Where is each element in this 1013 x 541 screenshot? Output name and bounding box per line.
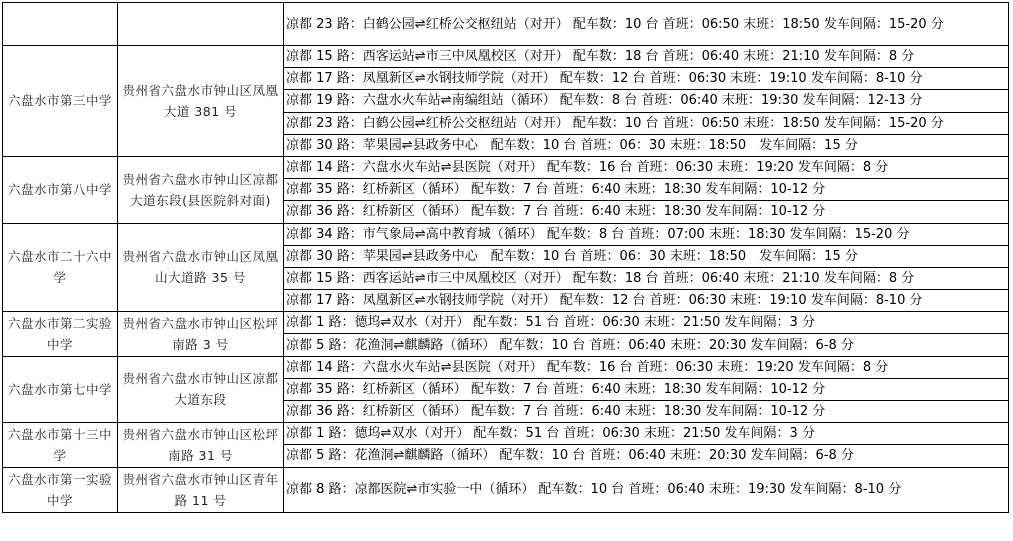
school-address-cell: 贵州省六盘水市钟山区凤凰山大道路 35 号 bbox=[118, 223, 284, 312]
school-name-cell: 六盘水市第十三中学 bbox=[3, 423, 118, 467]
bus-route-cell: 凉都 17 路：凤凰新区⇌水钢技师学院（对开） 配车数：12 台 首班：06:30 末班：19:10 发车间隔：8-10 分 bbox=[284, 68, 1009, 90]
bus-route-cell: 凉都 23 路：白鹤公园⇌红桥公交枢纽站（对开） 配车数：10 台 首班：06:50 末班：18:50 发车间隔：15-20 分 bbox=[284, 112, 1009, 134]
school-address-cell: 贵州省六盘水市钟山区松坪南路 31 号 bbox=[118, 423, 284, 467]
school-name-cell: 六盘水市二十六中学 bbox=[3, 223, 118, 312]
school-address-cell: 贵州省六盘水市钟山区凉都大道东段(县医院斜对面) bbox=[118, 156, 284, 223]
bus-route-cell: 凉都 15 路：西客运站⇌市三中凤凰校区（对开） 配车数：18 台 首班：06:40 末班：21:10 发车间隔：8 分 bbox=[284, 46, 1009, 68]
table-row bbox=[3, 467, 1009, 512]
bus-route-cell: 凉都 14 路：六盘水火车站⇌县医院（对开） 配车数：16 台 首班：06:30 末班：19:20 发车间隔：8 分 bbox=[284, 356, 1009, 378]
school-name-cell: 六盘水市第二实验中学 bbox=[3, 312, 118, 356]
school-name-cell: 六盘水市第八中学 bbox=[3, 156, 118, 223]
bus-route-cell: 凉都 36 路：红桥新区（循环） 配车数：7 台 首班：6:40 末班：18:30 发车间隔：10-12 分 bbox=[284, 401, 1009, 423]
bus-route-cell: 凉都 36 路：红桥新区（循环） 配车数：7 台 首班：6:40 末班：18:30 发车间隔：10-12 分 bbox=[284, 201, 1009, 223]
bus-route-cell: 凉都 5 路：花渔洞⇌麒麟路（循环） 配车数：10 台 首班：06:40 末班：20:30 发车间隔：6-8 分 bbox=[284, 334, 1009, 356]
bus-route-cell: 凉都 1 路：德坞⇌双水（对开） 配车数：51 台 首班：06:30 末班：21:50 发车间隔：3 分 bbox=[284, 423, 1009, 445]
bus-route-cell: 凉都 35 路：红桥新区（循环） 配车数：7 台 首班：6:40 末班：18:30 发车间隔：10-12 分 bbox=[284, 378, 1009, 400]
table-row bbox=[3, 312, 1009, 334]
bus-route-cell: 凉都 15 路：西客运站⇌市三中凤凰校区（对开） 配车数：18 台 首班：06:40 末班：21:10 发车间隔：8 分 bbox=[284, 267, 1009, 289]
table-row bbox=[3, 423, 1009, 445]
school-bus-route-table bbox=[2, 2, 1009, 513]
table-row bbox=[3, 156, 1009, 178]
school-name-cell bbox=[3, 3, 118, 46]
school-address-cell bbox=[118, 3, 284, 46]
table-row bbox=[3, 356, 1009, 378]
table-row bbox=[3, 223, 1009, 245]
table-row bbox=[3, 46, 1009, 68]
bus-route-cell: 凉都 30 路：苹果园⇌县政务中心 配车数：10 台 首班：06：30 末班：18:50 发车间隔：15 分 bbox=[284, 245, 1009, 267]
school-name-cell: 六盘水市第七中学 bbox=[3, 356, 118, 423]
bus-route-cell: 凉都 35 路：红桥新区（循环） 配车数：7 台 首班：6:40 末班：18:30 发车间隔：10-12 分 bbox=[284, 179, 1009, 201]
school-address-cell: 贵州省六盘水市钟山区松坪南路 3 号 bbox=[118, 312, 284, 356]
table-row bbox=[3, 3, 1009, 46]
school-address-cell: 贵州省六盘水市钟山区凉都大道东段 bbox=[118, 356, 284, 423]
school-name-cell: 六盘水市第一实验中学 bbox=[3, 467, 118, 512]
bus-route-cell: 凉都 5 路：花渔洞⇌麒麟路（循环） 配车数：10 台 首班：06:40 末班：20:30 发车间隔：6-8 分 bbox=[284, 445, 1009, 467]
bus-route-cell: 凉都 8 路：凉都医院⇌市实验一中（循环） 配车数：10 台 首班：06:40 末班：19:30 发车间隔：8-10 分 bbox=[284, 467, 1009, 512]
bus-route-cell: 凉都 1 路：德坞⇌双水（对开） 配车数：51 台 首班：06:30 末班：21:50 发车间隔：3 分 bbox=[284, 312, 1009, 334]
table-body bbox=[3, 3, 1009, 513]
bus-route-cell: 凉都 23 路：白鹤公园⇌红桥公交枢纽站（对开） 配车数：10 台 首班：06:50 末班：18:50 发车间隔：15-20 分 bbox=[284, 3, 1009, 46]
bus-route-cell: 凉都 19 路：六盘水火车站⇌南编组站（循环） 配车数：8 台 首班：06:40 末班：19:30 发车间隔：12-13 分 bbox=[284, 90, 1009, 112]
bus-route-cell: 凉都 30 路：苹果园⇌县政务中心 配车数：10 台 首班：06：30 末班：18:50 发车间隔：15 分 bbox=[284, 134, 1009, 156]
school-address-cell: 贵州省六盘水市钟山区青年路 11 号 bbox=[118, 467, 284, 512]
school-address-cell: 贵州省六盘水市钟山区凤凰大道 381 号 bbox=[118, 46, 284, 157]
school-name-cell: 六盘水市第三中学 bbox=[3, 46, 118, 157]
bus-route-cell: 凉都 17 路：凤凰新区⇌水钢技师学院（对开） 配车数：12 台 首班：06:30 末班：19:10 发车间隔：8-10 分 bbox=[284, 290, 1009, 312]
bus-route-cell: 凉都 34 路：市气象局⇌高中教育城（循环） 配车数：8 台 首班：07:00 末班：18:30 发车间隔：15-20 分 bbox=[284, 223, 1009, 245]
bus-route-cell: 凉都 14 路：六盘水火车站⇌县医院（对开） 配车数：16 台 首班：06:30 末班：19:20 发车间隔：8 分 bbox=[284, 156, 1009, 178]
